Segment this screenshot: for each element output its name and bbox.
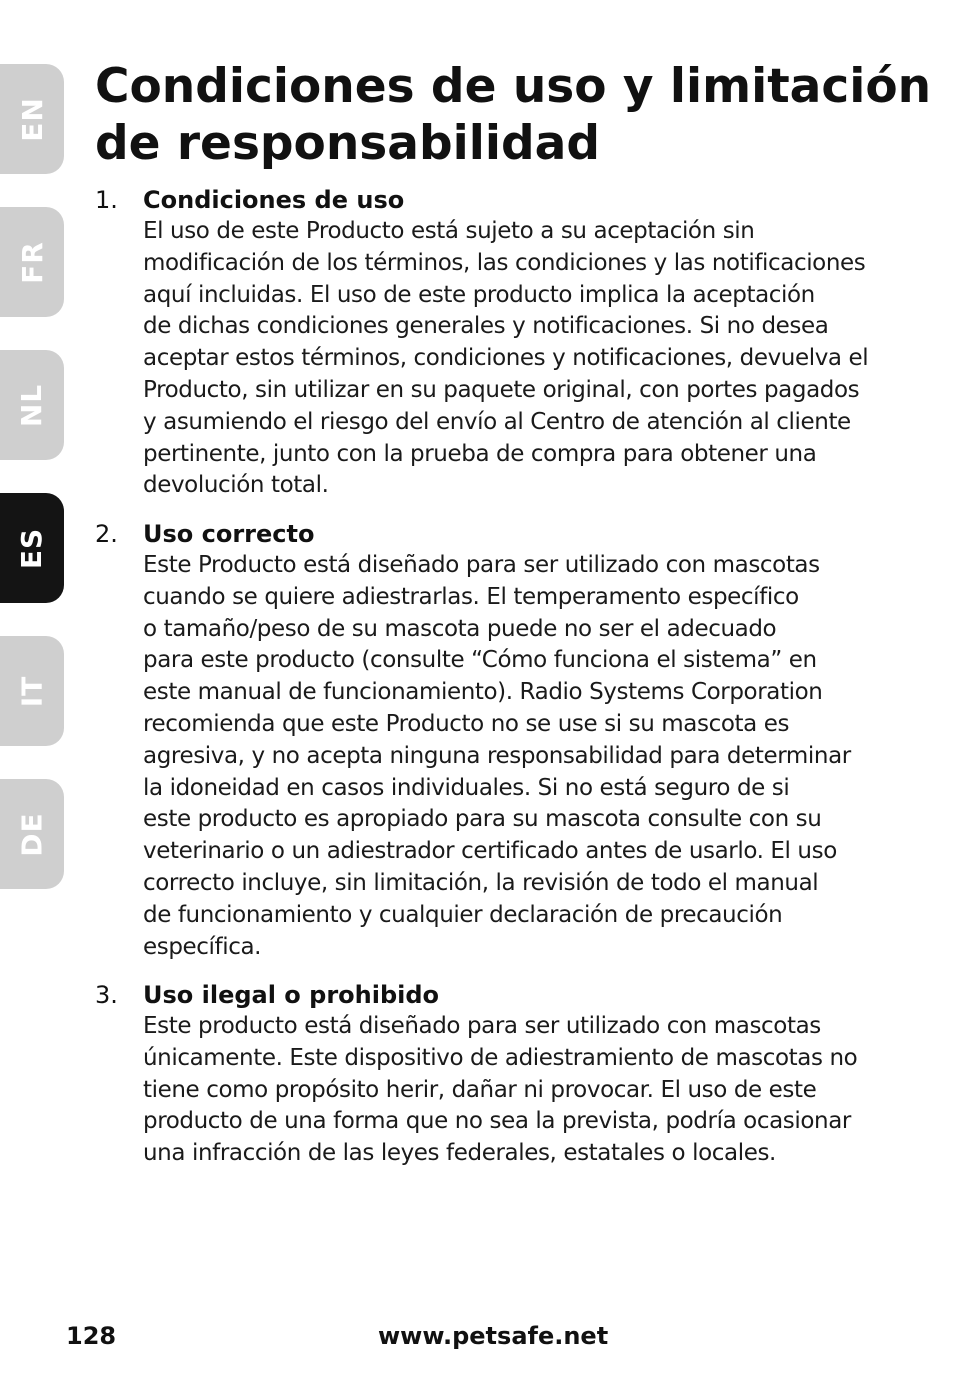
section-proper-use: [95, 518, 895, 963]
body-line: recomienda que este Producto no se use si su mascota es: [143, 710, 790, 737]
body-line: específica.: [143, 933, 262, 960]
tab-nl[interactable]: [0, 350, 64, 460]
body-line: este manual de funcionamiento). Radio Systems Corporation: [143, 679, 823, 706]
body-line: producto de una forma que no sea la prevista, podría ocasionar: [143, 1108, 851, 1135]
tab-label: FR: [15, 240, 49, 284]
section-body: [143, 216, 895, 502]
body-line: modificación de los términos, las condiciones y las notificaciones: [143, 249, 866, 276]
body-line: una infracción de las leyes federales, estatales o locales.: [143, 1140, 776, 1167]
body-line: Este producto está diseñado para ser utilizado con mascotas: [143, 1013, 821, 1039]
tab-label: ES: [15, 527, 49, 569]
body-line: correcto incluye, sin limitación, la revisión de todo el manual: [143, 869, 819, 896]
body-line: este producto es apropiado para su mascota consulte con su: [143, 806, 822, 833]
body-line: agresiva, y no acepta ninguna responsabilidad para determinar: [143, 742, 851, 769]
tab-en[interactable]: [0, 64, 64, 174]
body-line: El uso de este Producto está sujeto a su aceptación sin: [143, 218, 755, 244]
section-heading: Uso correcto: [143, 520, 315, 548]
page-title: [95, 58, 932, 172]
section-heading: Uso ilegal o prohibido: [143, 981, 440, 1009]
tab-it[interactable]: [0, 636, 64, 746]
tab-de[interactable]: [0, 779, 64, 889]
body-line: de dichas condiciones generales y notificaciones. Si no desea: [143, 313, 829, 340]
body-line: tiene como propósito herir, dañar ni provocar. El uso de este: [143, 1076, 817, 1103]
section-body: [143, 1011, 895, 1170]
tab-fr[interactable]: [0, 207, 64, 317]
body-line: de funcionamiento y cualquier declaración de precaución: [143, 901, 783, 928]
body-line: cuando se quiere adiestrarlas. El temperamento específico: [143, 583, 799, 610]
body-line: aceptar estos términos, condiciones y notificaciones, devuelva el: [143, 345, 869, 372]
section-number: 1.: [95, 186, 118, 214]
body-line: y asumiendo el riesgo del envío al Centro de atención al cliente: [143, 408, 851, 435]
tab-label: NL: [15, 383, 49, 427]
tab-label: IT: [15, 675, 49, 707]
body-line: Este Producto está diseñado para ser utilizado con mascotas: [143, 552, 820, 578]
tab-label: EN: [15, 96, 49, 142]
body-line: pertinente, junto con la prueba de compra para obtener una: [143, 440, 817, 467]
section-conditions: [95, 184, 895, 502]
body-line: veterinario o un adiestrador certificado antes de usarlo. El uso: [143, 838, 837, 865]
website-url[interactable]: www.petsafe.net: [378, 1322, 609, 1350]
body-line: para este producto (consulte “Cómo funciona el sistema” en: [143, 647, 817, 674]
body-line: únicamente. Este dispositivo de adiestramiento de mascotas no: [143, 1044, 858, 1071]
body-line: la idoneidad en casos individuales. Si no está seguro de si: [143, 774, 790, 801]
body-line: aquí incluidas. El uso de este producto implica la aceptación: [143, 281, 815, 308]
language-tabs: [0, 0, 66, 1400]
section-number: 3.: [95, 981, 118, 1009]
page-number: 128: [66, 1322, 117, 1350]
section-illegal-use: [95, 979, 895, 1170]
title-line: de responsabilidad: [95, 116, 600, 171]
title-line: Condiciones de uso y limitación: [95, 59, 932, 114]
tab-label: DE: [15, 811, 49, 857]
tab-es[interactable]: [0, 493, 64, 603]
section-heading: Condiciones de uso: [143, 186, 405, 214]
body-line: devolución total.: [143, 472, 329, 499]
body-line: Producto, sin utilizar en su paquete original, con portes pagados: [143, 376, 860, 403]
section-body: [143, 550, 895, 963]
section-number: 2.: [95, 520, 118, 548]
body-line: o tamaño/peso de su mascota puede no ser el adecuado: [143, 615, 777, 642]
